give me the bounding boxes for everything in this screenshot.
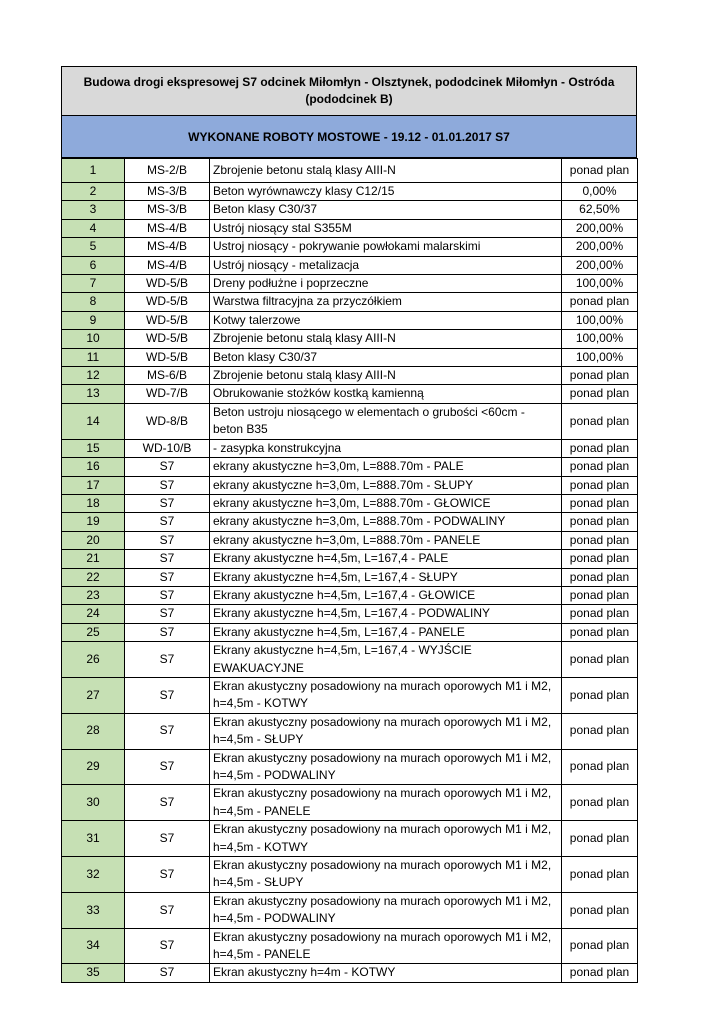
table-row [62, 677, 638, 713]
table-row [62, 159, 638, 183]
progress-value: ponad plan [562, 857, 638, 893]
row-number: 14 [62, 403, 125, 439]
row-number: 17 [62, 476, 125, 494]
work-description: Dreny podłużne i poprzeczne [210, 275, 562, 293]
table-row [62, 238, 638, 256]
row-number: 23 [62, 586, 125, 604]
progress-value: ponad plan [562, 367, 638, 385]
item-code: S7 [125, 928, 210, 964]
progress-value: ponad plan [562, 385, 638, 403]
progress-value: 100,00% [562, 275, 638, 293]
item-code: MS-3/B [125, 201, 210, 219]
table-row [62, 439, 638, 457]
table-row [62, 568, 638, 586]
row-number: 33 [62, 892, 125, 928]
row-number: 29 [62, 749, 125, 785]
row-number: 9 [62, 311, 125, 329]
work-description: Warstwa filtracyjna za przyczółkiem [210, 293, 562, 311]
item-code: S7 [125, 568, 210, 586]
table-row [62, 586, 638, 604]
row-number: 19 [62, 513, 125, 531]
table-row [62, 256, 638, 274]
progress-value: ponad plan [562, 964, 638, 982]
row-number: 21 [62, 550, 125, 568]
row-number: 24 [62, 605, 125, 623]
work-description: Ekran akustyczny posadowiony na murach oporowych M1 i M2, h=4,5m - SŁUPY [210, 713, 562, 749]
work-description: Ekran akustyczny h=4m - KOTWY [210, 964, 562, 982]
progress-value: ponad plan [562, 494, 638, 512]
progress-value: ponad plan [562, 713, 638, 749]
progress-value: 200,00% [562, 238, 638, 256]
item-code: S7 [125, 713, 210, 749]
works-table [61, 158, 638, 983]
table-row [62, 311, 638, 329]
item-code: MS-3/B [125, 183, 210, 201]
work-description: Ekran akustyczny posadowiony na murach oporowych M1 i M2, h=4,5m - PODWALINY [210, 892, 562, 928]
item-code: S7 [125, 550, 210, 568]
item-code: S7 [125, 531, 210, 549]
table-row [62, 330, 638, 348]
work-description: - zasypka konstrukcyjna [210, 439, 562, 457]
table-row [62, 201, 638, 219]
progress-value: ponad plan [562, 403, 638, 439]
row-number: 35 [62, 964, 125, 982]
report-sheet [61, 66, 637, 983]
row-number: 30 [62, 785, 125, 821]
report-title: Budowa drogi ekspresowej S7 odcinek Miłomłyn - Olsztynek, pododcinek Miłomłyn - Ostróda (pododcinek B) [61, 66, 637, 116]
item-code: S7 [125, 749, 210, 785]
row-number: 15 [62, 439, 125, 457]
row-number: 28 [62, 713, 125, 749]
row-number: 10 [62, 330, 125, 348]
item-code: S7 [125, 857, 210, 893]
row-number: 16 [62, 458, 125, 476]
work-description: Ustrój niosący stal S355M [210, 219, 562, 237]
progress-value: ponad plan [562, 586, 638, 604]
work-description: Ekran akustyczny posadowiony na murach oporowych M1 i M2, h=4,5m - SŁUPY [210, 857, 562, 893]
table-row [62, 623, 638, 641]
row-number: 20 [62, 531, 125, 549]
work-description: Ekran akustyczny posadowiony na murach oporowych M1 i M2, h=4,5m - PANELE [210, 785, 562, 821]
item-code: WD-5/B [125, 348, 210, 366]
work-description: Ustroj niosący - pokrywanie powłokami malarskimi [210, 238, 562, 256]
item-code: S7 [125, 494, 210, 512]
row-number: 22 [62, 568, 125, 586]
progress-value: ponad plan [562, 568, 638, 586]
table-row [62, 385, 638, 403]
row-number: 5 [62, 238, 125, 256]
work-description: Ekran akustyczny posadowiony na murach oporowych M1 i M2, h=4,5m - KOTWY [210, 677, 562, 713]
table-row [62, 821, 638, 857]
row-number: 1 [62, 159, 125, 183]
item-code: S7 [125, 513, 210, 531]
progress-value: ponad plan [562, 476, 638, 494]
table-row [62, 219, 638, 237]
progress-value: ponad plan [562, 821, 638, 857]
item-code: S7 [125, 458, 210, 476]
works-table-body [62, 159, 638, 983]
progress-value: ponad plan [562, 892, 638, 928]
work-description: Ekrany akustyczne h=4,5m, L=167,4 - PALE [210, 550, 562, 568]
table-row [62, 642, 638, 678]
item-code: S7 [125, 586, 210, 604]
row-number: 2 [62, 183, 125, 201]
table-row [62, 892, 638, 928]
work-description: Ekrany akustyczne h=4,5m, L=167,4 - WYJŚCIE EWAKUACYJNE [210, 642, 562, 678]
row-number: 27 [62, 677, 125, 713]
row-number: 3 [62, 201, 125, 219]
table-row [62, 605, 638, 623]
report-subtitle: WYKONANE ROBOTY MOSTOWE - 19.12 - 01.01.2017 S7 [61, 116, 637, 158]
item-code: S7 [125, 892, 210, 928]
item-code: WD-7/B [125, 385, 210, 403]
table-row [62, 749, 638, 785]
progress-value: 100,00% [562, 348, 638, 366]
item-code: WD-5/B [125, 311, 210, 329]
item-code: S7 [125, 476, 210, 494]
item-code: S7 [125, 964, 210, 982]
row-number: 34 [62, 928, 125, 964]
progress-value: ponad plan [562, 749, 638, 785]
item-code: S7 [125, 642, 210, 678]
table-row [62, 458, 638, 476]
row-number: 31 [62, 821, 125, 857]
item-code: S7 [125, 821, 210, 857]
table-row [62, 348, 638, 366]
item-code: S7 [125, 785, 210, 821]
table-row [62, 367, 638, 385]
work-description: Beton wyrównawczy klasy C12/15 [210, 183, 562, 201]
item-code: MS-4/B [125, 238, 210, 256]
item-code: S7 [125, 605, 210, 623]
table-row [62, 713, 638, 749]
row-number: 12 [62, 367, 125, 385]
progress-value: ponad plan [562, 293, 638, 311]
work-description: Zbrojenie betonu stalą klasy AIII-N [210, 367, 562, 385]
work-description: Ekrany akustyczne h=4,5m, L=167,4 - GŁOWICE [210, 586, 562, 604]
work-description: Ekran akustyczny posadowiony na murach oporowych M1 i M2, h=4,5m - PODWALINY [210, 749, 562, 785]
work-description: Ekran akustyczny posadowiony na murach oporowych M1 i M2, h=4,5m - KOTWY [210, 821, 562, 857]
table-row [62, 857, 638, 893]
table-row [62, 513, 638, 531]
table-row [62, 275, 638, 293]
work-description: Zbrojenie betonu stalą klasy AIII-N [210, 330, 562, 348]
work-description: Beton klasy C30/37 [210, 348, 562, 366]
item-code: MS-2/B [125, 159, 210, 183]
table-row [62, 928, 638, 964]
row-number: 8 [62, 293, 125, 311]
progress-value: 62,50% [562, 201, 638, 219]
progress-value: 100,00% [562, 311, 638, 329]
item-code: WD-5/B [125, 330, 210, 348]
table-row [62, 964, 638, 982]
row-number: 25 [62, 623, 125, 641]
work-description: Kotwy talerzowe [210, 311, 562, 329]
table-row [62, 476, 638, 494]
table-row [62, 494, 638, 512]
work-description: ekrany akustyczne h=3,0m, L=888.70m - PANELE [210, 531, 562, 549]
work-description: ekrany akustyczne h=3,0m, L=888.70m - SŁUPY [210, 476, 562, 494]
progress-value: ponad plan [562, 439, 638, 457]
row-number: 7 [62, 275, 125, 293]
progress-value: ponad plan [562, 785, 638, 821]
work-description: Ekrany akustyczne h=4,5m, L=167,4 - PODWALINY [210, 605, 562, 623]
progress-value: ponad plan [562, 513, 638, 531]
work-description: Ustrój niosący - metalizacja [210, 256, 562, 274]
table-row [62, 785, 638, 821]
row-number: 18 [62, 494, 125, 512]
item-code: MS-6/B [125, 367, 210, 385]
item-code: S7 [125, 677, 210, 713]
work-description: Ekran akustyczny posadowiony na murach oporowych M1 i M2, h=4,5m - PANELE [210, 928, 562, 964]
progress-value: ponad plan [562, 623, 638, 641]
progress-value: ponad plan [562, 458, 638, 476]
row-number: 13 [62, 385, 125, 403]
progress-value: ponad plan [562, 677, 638, 713]
work-description: Beton klasy C30/37 [210, 201, 562, 219]
row-number: 11 [62, 348, 125, 366]
item-code: S7 [125, 623, 210, 641]
progress-value: ponad plan [562, 605, 638, 623]
work-description: ekrany akustyczne h=3,0m, L=888.70m - GŁOWICE [210, 494, 562, 512]
work-description: Ekrany akustyczne h=4,5m, L=167,4 - SŁUPY [210, 568, 562, 586]
progress-value: ponad plan [562, 531, 638, 549]
table-row [62, 403, 638, 439]
progress-value: ponad plan [562, 642, 638, 678]
table-row [62, 550, 638, 568]
table-row [62, 183, 638, 201]
row-number: 4 [62, 219, 125, 237]
progress-value: 0,00% [562, 183, 638, 201]
progress-value: ponad plan [562, 928, 638, 964]
row-number: 26 [62, 642, 125, 678]
progress-value: ponad plan [562, 550, 638, 568]
work-description: Ekrany akustyczne h=4,5m, L=167,4 - PANELE [210, 623, 562, 641]
table-row [62, 531, 638, 549]
progress-value: 200,00% [562, 256, 638, 274]
progress-value: 200,00% [562, 219, 638, 237]
work-description: ekrany akustyczne h=3,0m, L=888.70m - PALE [210, 458, 562, 476]
item-code: WD-10/B [125, 439, 210, 457]
row-number: 6 [62, 256, 125, 274]
item-code: MS-4/B [125, 219, 210, 237]
item-code: WD-5/B [125, 293, 210, 311]
work-description: Zbrojenie betonu stalą klasy AIII-N [210, 159, 562, 183]
item-code: WD-8/B [125, 403, 210, 439]
progress-value: ponad plan [562, 159, 638, 183]
progress-value: 100,00% [562, 330, 638, 348]
item-code: WD-5/B [125, 275, 210, 293]
work-description: ekrany akustyczne h=3,0m, L=888.70m - PODWALINY [210, 513, 562, 531]
work-description: Obrukowanie stożków kostką kamienną [210, 385, 562, 403]
work-description: Beton ustroju niosącego w elementach o grubości <60cm - beton B35 [210, 403, 562, 439]
item-code: MS-4/B [125, 256, 210, 274]
table-row [62, 293, 638, 311]
row-number: 32 [62, 857, 125, 893]
